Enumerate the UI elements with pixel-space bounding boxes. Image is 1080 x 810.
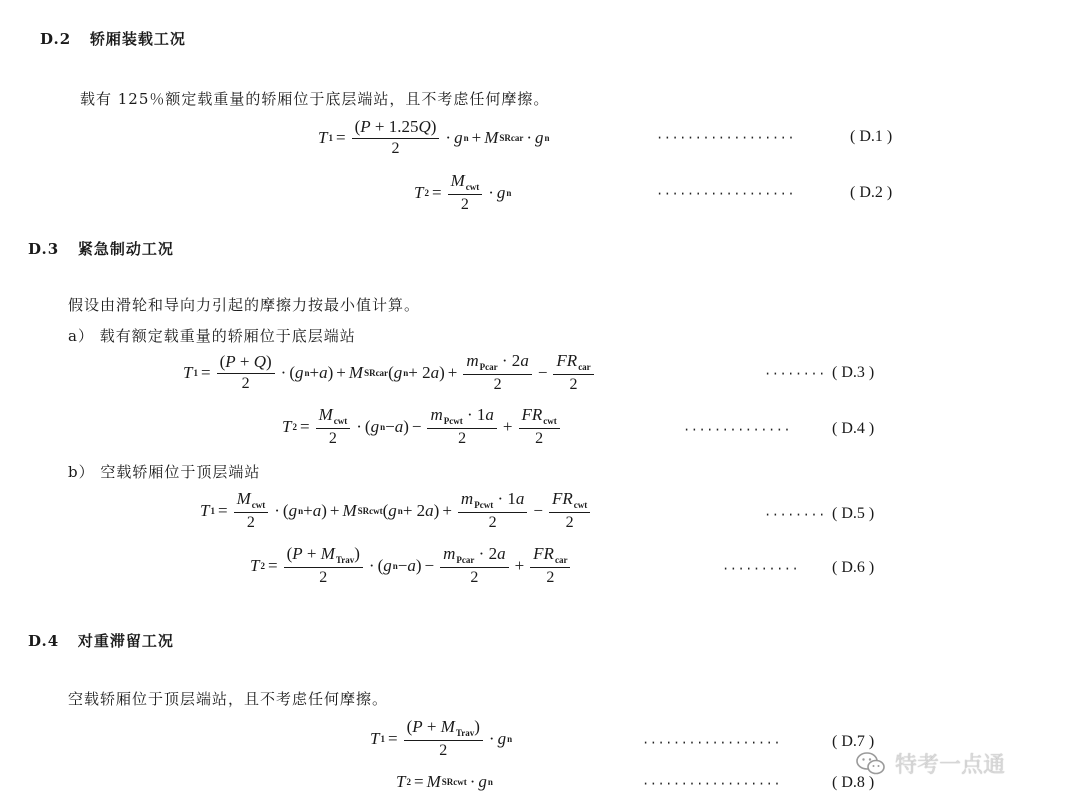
section-text-d2: 载有 125％额定载重量的轿厢位于底层端站，且不考虑任何摩擦。 — [80, 90, 550, 108]
leader-dots: ·················· — [642, 736, 782, 750]
leader-dots: ·········· — [722, 562, 800, 576]
equation-number-d5: ( D.5 ) — [832, 505, 875, 522]
equation-number-d7: ( D.7 ) — [832, 733, 875, 750]
section-number: D.4 — [28, 632, 60, 650]
list-item-b: b） 空载轿厢位于顶层端站 — [68, 463, 261, 481]
formula-d1: T 1 = $\frac{(P + 1.25Q)}{2}$ · g n + M SRcar · g n — [318, 117, 550, 157]
formula-d6: T 2 = $\frac{(P + M_{Trav})}{2}$ · ( g n − a ) − $\frac{m_{Pcar} \cdot 2a}{2}$ + $\frac{FR_{car}}{2}$ — [250, 545, 573, 587]
section-title: 轿厢装载工况 — [89, 30, 186, 48]
formula-d5: T 1 = $\frac{M_{cwt}}{2}$ · ( g n + a ) + M SRcwt ( g n + 2 a ) + $\frac{m_{Pcwt} \cdot 1a}{2}$ − $\frac{FR_{cwt}}{2}$ — [200, 490, 593, 532]
section-title: 对重滞留工况 — [77, 632, 174, 650]
section-title: 紧急制动工况 — [77, 240, 174, 258]
section-text-d4: 空载轿厢位于顶层端站，且不考虑任何摩擦。 — [68, 690, 389, 708]
equation-number-d2: ( D.2 ) — [850, 184, 893, 201]
formula-d7: T 1 = $\frac{(P + M_{Trav})}{2}$ · g n — [370, 717, 513, 760]
formula-d8: T 2 = M SRcwt · g n — [396, 772, 493, 791]
section-number: D.3 — [28, 240, 60, 258]
list-item-a: a） 载有额定载重量的轿厢位于底层端站 — [68, 327, 356, 345]
leader-dots: ·············· — [683, 423, 792, 437]
equation-number-d8: ( D.8 ) — [832, 774, 875, 791]
equation-number-d3: ( D.3 ) — [832, 364, 875, 381]
section-heading-d3 — [28, 238, 174, 259]
section-text-d3: 假设由滑轮和导向力引起的摩擦力按最小值计算。 — [68, 296, 421, 314]
section-number: D.2 — [40, 30, 72, 48]
section-heading-d2 — [40, 28, 186, 49]
equation-number-d6: ( D.6 ) — [832, 559, 875, 576]
formula-d3: T 1 = $\frac{(P + Q)}{2}$ · ( g n + a ) + M SRcar ( g n + 2 a ) + $\frac{m_{Pcar} \cdot 2a}{2}$ − $\frac{FR_{car}}{2}$ — [183, 352, 597, 394]
formula-d2: T 2 = $\frac{M_{cwt}}{2}$ · g n — [414, 171, 512, 214]
leader-dots: ·················· — [656, 131, 796, 145]
section-heading-d4 — [28, 630, 174, 651]
leader-dots: ········ — [764, 508, 826, 522]
equation-number-d1: ( D.1 ) — [850, 128, 893, 145]
leader-dots: ·················· — [656, 187, 796, 201]
wechat-icon — [855, 751, 887, 777]
watermark — [855, 748, 1005, 779]
leader-dots: ········ — [764, 367, 826, 381]
watermark-text: 特考一点通 — [895, 753, 1006, 778]
formula-d4: T 2 = $\frac{M_{cwt}}{2}$ · ( g n − a ) − $\frac{m_{Pcwt} \cdot 1a}{2}$ + $\frac{FR_{cwt}}{2}$ — [282, 406, 563, 448]
equation-number-d4: ( D.4 ) — [832, 420, 875, 437]
leader-dots: ·················· — [642, 777, 782, 791]
